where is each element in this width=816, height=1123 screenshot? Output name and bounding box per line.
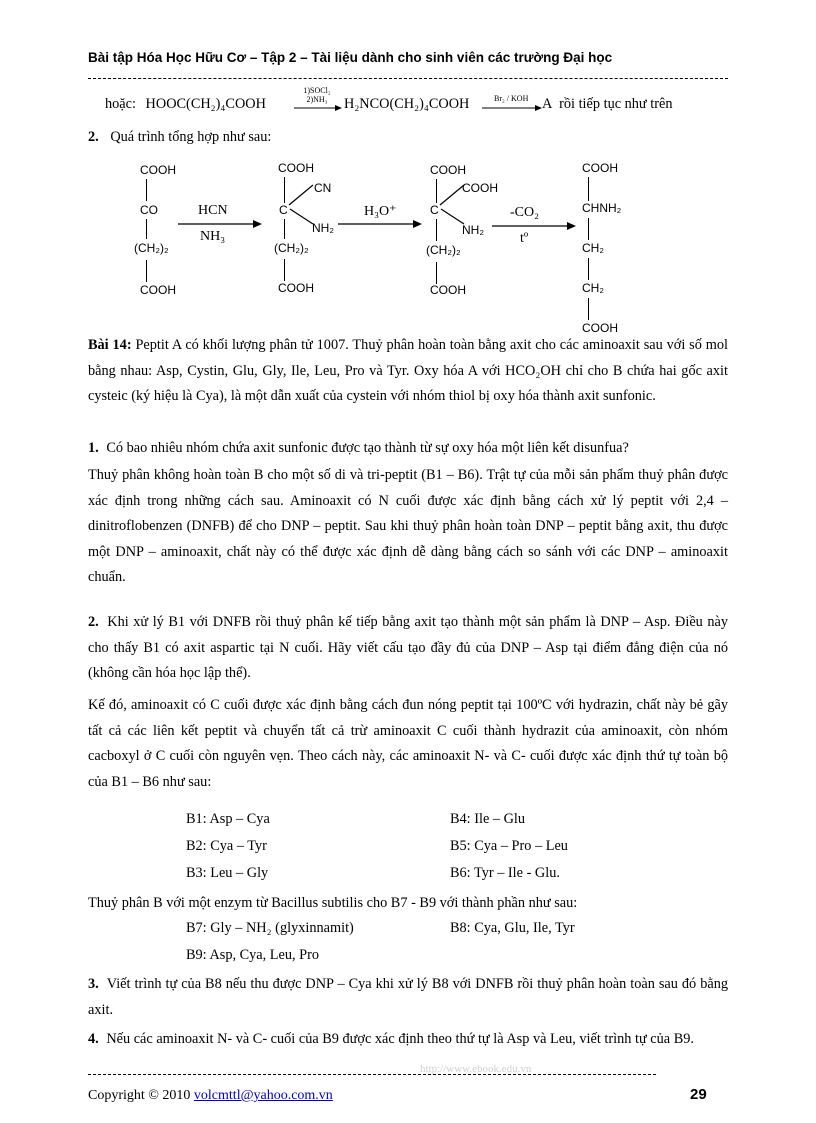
reaction-product [542, 96, 672, 113]
q2-intro-text: Quá trình tổng hợp như sau: [110, 129, 272, 145]
reaction-tail: rồi tiếp tục như trên [559, 96, 673, 112]
m4-bottom: COOH [582, 321, 618, 335]
q3-number: 3. [88, 976, 99, 992]
m3-ch2: (CH₂)₂ [426, 243, 461, 257]
arrow1-reagent-bottom: NH₃ [200, 229, 226, 244]
reaction-cond1 [296, 86, 338, 104]
m3-top: COOH [430, 163, 466, 177]
copyright-text: Copyright © 2010 [88, 1088, 191, 1103]
header-divider [88, 78, 728, 79]
email-link[interactable]: volcmttl@yahoo.com.vn [193, 1088, 333, 1103]
m1-bond-1 [146, 179, 147, 201]
peptide-b2: B2: Cya – Tyr [186, 838, 267, 854]
q4-paragraph [88, 1027, 728, 1053]
bai14-text: Peptit A có khối lượng phân tử 1007. Thuỷ phân hoàn toàn bằng axit cho các aminoaxit sau với số mol bằng nhau: Asp, Cystin, Glu, Gly, Ile, Leu, Pro và Tyr. Oxy hóa A với HCO₂OH chỉ cho B chứa hai gốc axit cysteic (ký hiệu là Cya), là một dẫn xuất của cystein với nhóm thiol bị oxy hóa thành axit sunfonic. [88, 337, 729, 405]
m4-chnh2: CHNH₂ [582, 201, 622, 215]
m3-bond-2 [436, 219, 437, 241]
q3-text: Viết trình tự của B8 nếu thu được DNP – Cya khi xử lý B8 với DNFB rồi thuỷ phân hoàn toàn sau đó bằng axit. [88, 976, 728, 1018]
footer-divider [88, 1074, 656, 1075]
arrow1-reagent-top: HCN [198, 203, 228, 218]
peptide-b6: B6: Tyr – Ile - Glu. [450, 865, 560, 881]
para3: Thuỷ phân B với một enzym từ Bacillus subtilis cho B7 - B9 với thành phần như sau: [88, 895, 578, 911]
watermark: http://www.ebook.edu.vn [420, 1063, 532, 1075]
q3-paragraph [88, 972, 728, 1023]
m1-ch2: (CH₂)₂ [134, 241, 169, 255]
arrow2 [338, 219, 422, 229]
reaction-arrow-2 [482, 104, 542, 112]
enzyme-b7: B7: Gly – NH₂ (glyxinnamit) [186, 920, 354, 936]
m4-bond-1 [588, 177, 589, 201]
arrow3-reagent-bottom: tº [520, 231, 529, 246]
m3-bond-1 [436, 179, 437, 203]
m1-bond-3 [146, 260, 147, 282]
m2-ch2: (CH₂)₂ [274, 241, 309, 255]
m1-top: COOH [140, 163, 176, 177]
arrow3 [492, 221, 576, 231]
m1-carbonyl: CO [140, 203, 158, 217]
footer-copyright [88, 1088, 333, 1104]
reaction-arrow-1 [294, 104, 342, 112]
para1: Thuỷ phân không hoàn toàn B cho một số di và tri-peptit (B1 – B6). Trật tự của mỗi sản phẩm thuỷ phân được xác định trong những cách sau. Aminoaxit có N cuối được xác định bằng cách xử lý peptit với 2,4 – dinitroflobenzen (DNFB) để cho DNP – peptit. Sau khi thuỷ phân hoàn toàn DNP – peptit bằng axit, thu được một DNP – aminoaxit, chất này có thể được xác định dễ dàng bằng cách so sánh với các DNP – aminoaxit chuẩn. [88, 467, 728, 586]
q2-text: Khi xử lý B1 với DNFB rồi thuỷ phân kế tiếp bằng axit tạo thành một sản phẩm là DNP – Asp. Điều này cho thấy B1 có axit aspartic tại N cuối. Hãy viết cấu tạo đầy đủ của DNP – Asp tại điểm đẳng điện của nó (không cần hóa học lập thể). [88, 614, 728, 682]
m1-bottom: COOH [140, 283, 176, 297]
m2-nh2: NH₂ [312, 221, 334, 235]
q1-text: Có bao nhiêu nhóm chứa axit sunfonic được tạo thành từ sự oxy hóa một liên kết disunfua? [106, 440, 629, 456]
m3-carbon: C [430, 203, 439, 217]
m3-cooh: COOH [462, 181, 498, 195]
enzyme-b8: B8: Cya, Glu, Ile, Tyr [450, 920, 575, 936]
reaction-product-a: A [542, 96, 552, 112]
reaction-cond1-bottom: 2)NH₃ [306, 95, 328, 104]
reaction-intermediate: H₂NCO(CH₂)₄COOH [344, 96, 470, 112]
m2-carbon: C [279, 203, 288, 217]
m4-ch2-a: CH₂ [582, 241, 604, 255]
m2-top: COOH [278, 161, 314, 175]
reaction-cond2: Br₂ / KOH [494, 94, 529, 103]
q2-intro-number: 2. [88, 129, 99, 145]
m1-bond-2 [146, 219, 147, 239]
q2-paragraph [88, 610, 728, 687]
arrow3-reagent-top: -CO₂ [510, 205, 539, 220]
m2-bond-1 [284, 177, 285, 203]
q2-intro [88, 129, 271, 146]
q1-number: 1. [88, 440, 99, 456]
page-number: 29 [690, 1086, 707, 1103]
page-header-title: Bài tập Hóa Học Hữu Cơ – Tập 2 – Tài liệu dành cho sinh viên các trường Đại học [88, 50, 613, 65]
peptide-b1: B1: Asp – Cya [186, 811, 270, 827]
m3-nh2: NH₂ [462, 223, 484, 237]
m2-bond-3 [284, 259, 285, 281]
m4-bond-4 [588, 298, 589, 320]
q1-paragraph [88, 436, 728, 462]
arrow2-reagent: H₃O⁺ [364, 204, 397, 219]
para2: Kế đó, aminoaxit có C cuối được xác định bằng cách đun nóng peptit tại 100ºC với hydrazin, chất này bẻ gãy tất cả các liên kết peptit và chuyển tất cả trừ aminoaxit C cuối thành hydrazit của aminoaxit, còn nhóm cacboxyl ở C cuối còn nguyên vẹn. Theo cách này, các aminoaxit N- và C- cuối được xác định thứ tự toàn bộ của B1 – B6 như sau: [88, 697, 728, 790]
bai14-label: Bài 14: [88, 337, 132, 353]
enzyme-b9: B9: Asp, Cya, Leu, Pro [186, 947, 320, 963]
reaction-cond1-top: 1)SOCl₂ [303, 86, 331, 95]
m3-bond-3 [436, 262, 437, 284]
arrow1 [178, 219, 262, 229]
m2-cn: CN [314, 181, 332, 195]
m4-ch2-b: CH₂ [582, 281, 604, 295]
q4-text: Nếu các aminoaxit N- và C- cuối của B9 được xác định theo thứ tự là Asp và Leu, viết trình tự của B9. [106, 1031, 694, 1047]
m4-bond-3 [588, 258, 589, 280]
m3-bottom: COOH [430, 283, 466, 297]
peptide-b4: B4: Ile – Glu [450, 811, 526, 827]
m2-bond-2 [284, 219, 285, 239]
peptide-b5: B5: Cya – Pro – Leu [450, 838, 568, 854]
reaction-prefix: hoặc: [105, 96, 136, 112]
bai14-paragraph [88, 333, 728, 410]
reaction-reactant: HOOC(CH₂)₄COOH [145, 96, 266, 112]
m2-bottom: COOH [278, 281, 314, 295]
q2-number: 2. [88, 614, 99, 630]
m4-bond-2 [588, 218, 589, 240]
m4-top: COOH [582, 161, 618, 175]
m2-bond-cn [287, 183, 317, 207]
peptide-b3: B3: Leu – Gly [186, 865, 269, 881]
q4-number: 4. [88, 1031, 99, 1047]
reaction-alt [105, 96, 266, 113]
